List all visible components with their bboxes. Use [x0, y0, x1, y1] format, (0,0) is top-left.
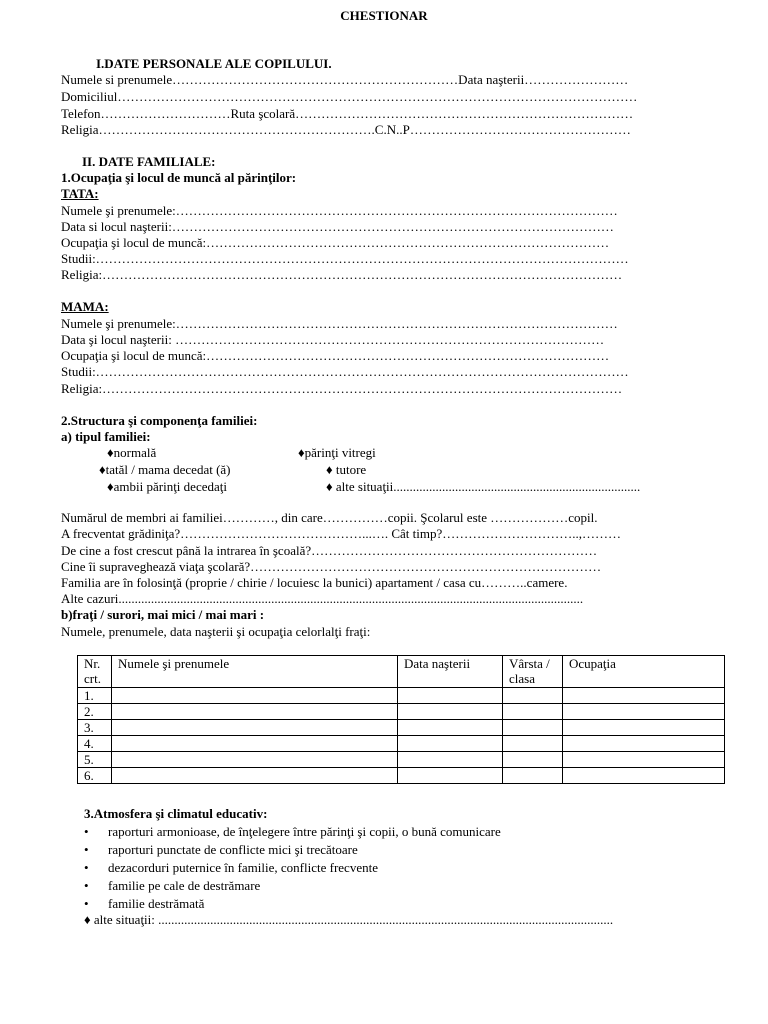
section2-heading: II. DATE FAMILIALE: — [82, 154, 216, 169]
field-child-religion-cnp[interactable]: Religia……………………………………………………….C.N..P…………………………………………… — [61, 122, 631, 137]
field-mother-studies[interactable]: Studii:…………………………………………………………………………………………………………… — [61, 364, 629, 379]
option-parent-deceased[interactable]: ♦tatăl / mama decedat (ă) — [99, 462, 231, 477]
option-label: raporturi armonioase, de înţelegere între părinţi şi copii, o bună comunicare — [108, 824, 501, 839]
option-harmonious[interactable] — [84, 823, 501, 840]
family-type-label: a) tipul familiei: — [61, 429, 151, 444]
table-row — [78, 704, 725, 720]
field-child-phone-route[interactable]: Telefon…………………………Ruta şcolară…………………………………………………………………… — [61, 106, 634, 121]
table-row — [78, 736, 725, 752]
option-strong-disagreements[interactable] — [84, 859, 378, 876]
siblings-heading: b)fraţi / surori, mai mici / mai mari : — [61, 607, 265, 622]
cell-occupation[interactable] — [563, 720, 725, 736]
cell-name[interactable] — [112, 720, 398, 736]
cell-name[interactable] — [112, 768, 398, 784]
option-label: familie destrămată — [108, 896, 205, 911]
header-age-class: Vârsta / clasa — [503, 656, 563, 688]
section1-heading: I.DATE PERSONALE ALE COPILULUI. — [96, 56, 332, 71]
field-other-situations[interactable]: ♦ alte situaţii: ............................................................................................................................................ — [84, 912, 614, 927]
option-guardian[interactable]: ♦ tutore — [326, 462, 367, 477]
cell-age-class[interactable] — [503, 768, 563, 784]
cell-name[interactable] — [112, 752, 398, 768]
field-housing[interactable]: Familia are în folosinţă (proprie / chirie / locuiesc la bunici) apartament / casa cu………..camere. — [61, 575, 568, 590]
field-other-cases[interactable]: Alte cazuri............................................................................................................................................... — [61, 591, 584, 606]
cell-occupation[interactable] — [563, 688, 725, 704]
field-family-members[interactable]: Numărul de membri ai familiei…………, din care……………copii. Şcolarul este ………………copil. — [61, 510, 598, 525]
cell-occupation[interactable] — [563, 768, 725, 784]
cell-birthdate[interactable] — [398, 688, 503, 704]
field-father-birth[interactable]: Data si locul naşterii:………………………………………………………………………………………… — [61, 219, 614, 234]
family-structure-heading: 2.Structura şi componenţa familiei: — [61, 413, 258, 428]
option-normal[interactable]: ♦normală — [107, 445, 157, 460]
table-row — [78, 768, 725, 784]
option-family-breaking[interactable] — [84, 877, 260, 894]
row-number: 6. — [78, 768, 112, 784]
header-nr: Nr. crt. — [78, 656, 112, 688]
bullet-icon: • — [84, 896, 89, 911]
row-number: 3. — [78, 720, 112, 736]
field-father-occupation[interactable]: Ocupaţia şi locul de muncă:………………………………………………………………………………… — [61, 235, 610, 250]
cell-birthdate[interactable] — [398, 704, 503, 720]
field-father-name[interactable]: Numele şi prenumele:………………………………………………………………………………………… — [61, 203, 618, 218]
field-mother-religion[interactable]: Religia:………………………………………………………………………………………………………… — [61, 381, 623, 396]
section3-heading: 3.Atmosfera şi climatul educativ: — [84, 806, 268, 821]
option-label: dezacorduri puternice în familie, conflicte frecvente — [108, 860, 378, 875]
field-child-name-birthdate[interactable]: Numele si prenumele…………………………………………………………Data naşterii…………………… — [61, 72, 629, 87]
father-label: TATA: — [61, 186, 99, 201]
option-other[interactable]: ♦ alte situaţii............................................................................ — [326, 479, 641, 494]
table-row — [78, 752, 725, 768]
field-mother-birth[interactable]: Data şi locul naşterii: ……………………………………………………………………………………… — [61, 332, 605, 347]
field-kindergarten[interactable]: A frecventat grădiniţa?……………………………………...…. Cât timp?…………………………..,……… — [61, 526, 622, 541]
cell-age-class[interactable] — [503, 704, 563, 720]
table-header-row — [78, 656, 725, 688]
option-both-deceased[interactable]: ♦ambii părinţi decedaţi — [107, 479, 227, 494]
siblings-intro: Numele, prenumele, data naşterii şi ocupaţia celorlalţi fraţi: — [61, 624, 371, 639]
option-label: raporturi punctate de conflicte mici şi trecătoare — [108, 842, 358, 857]
row-number: 2. — [78, 704, 112, 720]
mother-label: MAMA: — [61, 299, 109, 314]
cell-birthdate[interactable] — [398, 768, 503, 784]
cell-occupation[interactable] — [563, 736, 725, 752]
cell-age-class[interactable] — [503, 736, 563, 752]
parents-occupation-heading: 1.Ocupaţia şi locul de muncă al părinţilor: — [61, 170, 297, 185]
field-father-studies[interactable]: Studii:…………………………………………………………………………………………………………… — [61, 251, 629, 266]
table-row — [78, 720, 725, 736]
siblings-table — [77, 655, 725, 784]
cell-age-class[interactable] — [503, 688, 563, 704]
option-family-broken[interactable] — [84, 895, 204, 912]
field-child-address[interactable]: Domiciliul………………………………………………………………………………………………………… — [61, 89, 638, 104]
field-mother-occupation[interactable]: Ocupaţia şi locul de muncă:………………………………………………………………………………… — [61, 348, 610, 363]
table-row — [78, 688, 725, 704]
field-raised-by[interactable]: De cine a fost crescut până la intrarea în şcoală?………………………………………………………… — [61, 543, 598, 558]
page-title: CHESTIONAR — [340, 8, 428, 23]
row-number: 1. — [78, 688, 112, 704]
row-number: 5. — [78, 752, 112, 768]
cell-birthdate[interactable] — [398, 752, 503, 768]
cell-age-class[interactable] — [503, 720, 563, 736]
field-father-religion[interactable]: Religia:………………………………………………………………………………………………………… — [61, 267, 623, 282]
cell-name[interactable] — [112, 688, 398, 704]
field-school-supervision[interactable]: Cine îi supraveghează viaţa şcolară?……………………………………………………………………… — [61, 559, 602, 574]
cell-age-class[interactable] — [503, 752, 563, 768]
option-minor-conflicts[interactable] — [84, 841, 358, 858]
cell-birthdate[interactable] — [398, 720, 503, 736]
bullet-icon: • — [84, 824, 89, 839]
header-birthdate: Data naşterii — [398, 656, 503, 688]
header-occupation: Ocupaţia — [563, 656, 725, 688]
row-number: 4. — [78, 736, 112, 752]
cell-occupation[interactable] — [563, 752, 725, 768]
bullet-icon: • — [84, 842, 89, 857]
header-name: Numele şi prenumele — [112, 656, 398, 688]
cell-name[interactable] — [112, 736, 398, 752]
cell-birthdate[interactable] — [398, 736, 503, 752]
field-mother-name[interactable]: Numele şi prenumele:………………………………………………………………………………………… — [61, 316, 618, 331]
cell-occupation[interactable] — [563, 704, 725, 720]
bullet-icon: • — [84, 878, 89, 893]
bullet-icon: • — [84, 860, 89, 875]
option-label: familie pe cale de destrămare — [108, 878, 261, 893]
cell-name[interactable] — [112, 704, 398, 720]
option-step-parents[interactable]: ♦părinţi vitregi — [298, 445, 376, 460]
